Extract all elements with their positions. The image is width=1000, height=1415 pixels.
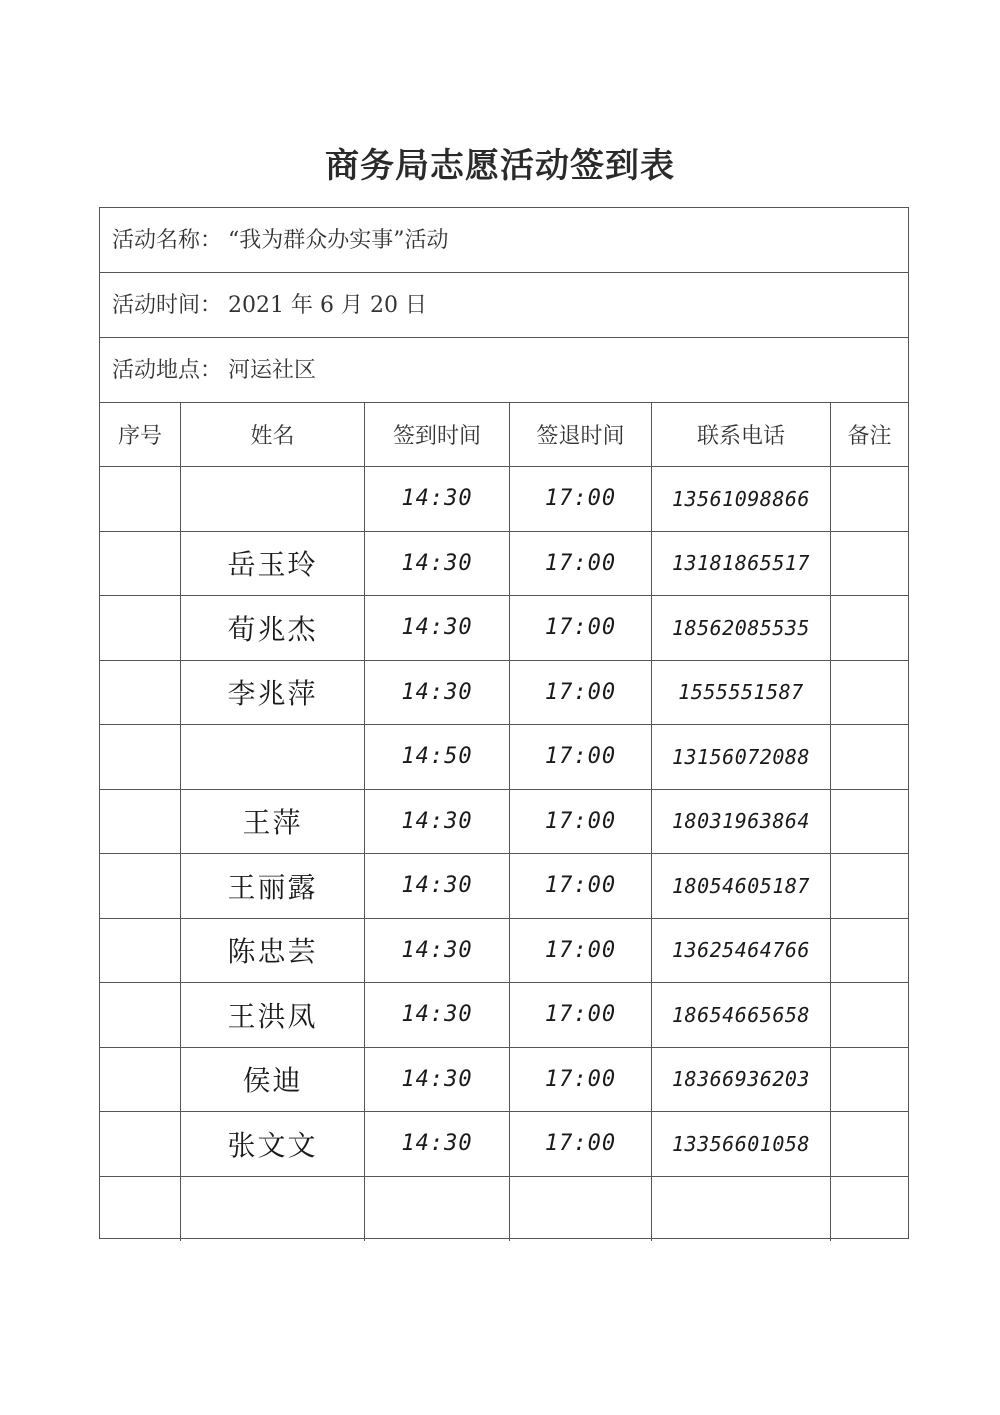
row-note-cell [831, 983, 908, 1047]
row-sign-in-cell [365, 854, 510, 918]
row-name-cell [181, 596, 365, 660]
row-phone: 18031963864 [672, 809, 810, 834]
row-note-cell [831, 661, 908, 725]
row-name-cell [181, 1177, 365, 1242]
row-sign-out: 17:00 [544, 1131, 617, 1157]
row-name-cell [181, 1048, 365, 1112]
row-sign-in: 14:30 [401, 873, 473, 899]
row-name: 王萍 [242, 806, 303, 840]
header-note: 备注 [847, 424, 892, 449]
row-phone-cell [652, 596, 831, 660]
row-phone: 13561098866 [672, 486, 810, 511]
row-number-cell [100, 1112, 181, 1176]
row-sign-in-cell [365, 1048, 510, 1112]
row-note-cell [831, 1177, 908, 1242]
row-phone-cell [652, 467, 831, 531]
row-note-cell [831, 1112, 908, 1176]
row-name: 李兆萍 [227, 677, 318, 711]
row-phone: 18562085535 [672, 615, 810, 640]
table-row [100, 467, 908, 532]
table-row [100, 1048, 908, 1113]
row-note-cell [831, 532, 908, 596]
row-phone-cell [652, 1112, 831, 1176]
row-sign-in-cell [365, 1112, 510, 1176]
row-sign-out-cell [510, 854, 652, 918]
row-phone-cell [652, 532, 831, 596]
table-row [100, 1112, 908, 1177]
row-sign-in-cell [365, 725, 510, 789]
table-row [100, 725, 908, 790]
row-phone-cell [652, 725, 831, 789]
row-sign-in: 14:30 [401, 1131, 473, 1157]
row-sign-in-cell [365, 661, 510, 725]
row-name: 岳玉玲 [227, 548, 318, 582]
row-phone-cell [652, 1177, 831, 1242]
row-sign-in: 14:50 [401, 744, 473, 770]
header-sign-out-time: 签退时间 [510, 403, 652, 466]
row-sign-out: 17:00 [544, 744, 617, 770]
row-sign-in: 14:30 [401, 808, 473, 834]
row-name-cell [181, 983, 365, 1047]
row-name-cell [181, 919, 365, 983]
row-sign-out-cell [510, 725, 652, 789]
row-sign-out-cell [510, 1048, 652, 1112]
row-name: 荀兆杰 [227, 612, 318, 646]
row-phone-cell [652, 983, 831, 1047]
row-sign-out-cell [510, 919, 652, 983]
row-sign-out: 17:00 [544, 615, 617, 641]
row-sign-in: 14:30 [401, 679, 473, 705]
row-name-cell [181, 725, 365, 789]
row-phone-cell [652, 1048, 831, 1112]
row-sign-in-cell [365, 983, 510, 1047]
activity-name-label: 活动名称： [112, 228, 223, 253]
row-number-cell [100, 532, 181, 596]
row-number-cell [100, 596, 181, 660]
row-sign-in-cell [365, 467, 510, 531]
row-phone-cell [652, 661, 831, 725]
row-phone: 1555551587 [678, 680, 804, 705]
row-number-cell [100, 661, 181, 725]
row-phone-cell [652, 790, 831, 854]
row-note-cell [831, 1048, 908, 1112]
row-note-cell [831, 854, 908, 918]
row-name-cell [181, 790, 365, 854]
row-name: 王丽露 [227, 870, 318, 904]
row-sign-out: 17:00 [544, 1066, 617, 1092]
table-row [100, 661, 908, 726]
row-number-cell [100, 854, 181, 918]
table-row [100, 596, 908, 661]
row-sign-out-cell [510, 596, 652, 660]
activity-time-row [100, 273, 908, 338]
row-sign-out: 17:00 [544, 550, 617, 576]
sign-in-form [99, 207, 909, 1239]
row-sign-out: 17:00 [544, 937, 617, 963]
row-number-cell [100, 790, 181, 854]
row-number-cell [100, 467, 181, 531]
row-name-cell [181, 854, 365, 918]
row-phone-cell [652, 854, 831, 918]
row-note-cell [831, 919, 908, 983]
row-name-cell [181, 661, 365, 725]
row-phone: 18054605187 [672, 873, 810, 898]
row-phone: 13181865517 [672, 551, 810, 576]
table-header-row [100, 403, 908, 467]
activity-name-row [100, 208, 908, 273]
activity-place-row [100, 338, 908, 403]
row-sign-out: 17:00 [544, 679, 617, 705]
row-sign-in-cell [365, 790, 510, 854]
header-sign-in-time: 签到时间 [365, 403, 510, 466]
row-sign-in: 14:30 [401, 615, 473, 641]
row-phone: 13356601058 [672, 1131, 810, 1156]
row-sign-in: 14:30 [401, 486, 473, 512]
row-number-cell [100, 983, 181, 1047]
row-name: 陈忠芸 [227, 935, 318, 969]
table-row [100, 919, 908, 984]
row-sign-in-cell [365, 532, 510, 596]
table-row [100, 854, 908, 919]
activity-time-value: 2021 年 6 月 20 日 [228, 293, 427, 318]
row-sign-out-cell [510, 1177, 652, 1242]
row-sign-in-cell [365, 596, 510, 660]
table-row [100, 1177, 908, 1242]
activity-place-value: 河运社区 [228, 358, 317, 383]
table-row [100, 790, 908, 855]
table-row [100, 983, 908, 1048]
row-sign-in-cell [365, 1177, 510, 1242]
row-sign-out-cell [510, 983, 652, 1047]
row-name: 王洪凤 [227, 999, 318, 1033]
header-number: 序号 [100, 403, 181, 466]
row-sign-out-cell [510, 1112, 652, 1176]
row-sign-in: 14:30 [401, 937, 473, 963]
activity-place-label: 活动地点： [112, 358, 223, 383]
row-name-cell [181, 532, 365, 596]
row-note-cell [831, 467, 908, 531]
row-sign-out: 17:00 [544, 1002, 617, 1028]
row-name-cell [181, 467, 365, 531]
row-note-cell [831, 725, 908, 789]
row-sign-out-cell [510, 467, 652, 531]
row-phone: 18366936203 [672, 1067, 810, 1092]
activity-time-label: 活动时间： [112, 293, 223, 318]
row-sign-out: 17:00 [544, 873, 617, 899]
activity-name-value: “我为群众办实事”活动 [228, 228, 449, 253]
row-sign-out-cell [510, 661, 652, 725]
row-sign-in: 14:30 [401, 1066, 473, 1092]
row-phone: 13625464766 [672, 938, 810, 963]
row-sign-in: 14:30 [401, 550, 473, 576]
header-name: 姓名 [181, 403, 365, 466]
row-phone: 13156072088 [672, 744, 810, 769]
row-sign-out-cell [510, 790, 652, 854]
row-phone: 18654665658 [672, 1002, 810, 1027]
row-note-cell [831, 790, 908, 854]
row-number-cell [100, 919, 181, 983]
row-number-cell [100, 1177, 181, 1242]
header-phone: 联系电话 [652, 403, 831, 466]
row-sign-out: 17:00 [544, 808, 617, 834]
row-sign-out: 17:00 [544, 486, 617, 512]
row-number-cell [100, 725, 181, 789]
row-name-cell [181, 1112, 365, 1176]
row-name: 张文文 [227, 1128, 318, 1162]
row-sign-out-cell [510, 532, 652, 596]
row-number-cell [100, 1048, 181, 1112]
row-name: 侯迪 [242, 1064, 303, 1098]
row-sign-in: 14:30 [401, 1002, 473, 1028]
table-row [100, 532, 908, 597]
row-sign-in-cell [365, 919, 510, 983]
page-title: 商务局志愿活动签到表 [325, 146, 675, 186]
row-phone-cell [652, 919, 831, 983]
row-note-cell [831, 596, 908, 660]
